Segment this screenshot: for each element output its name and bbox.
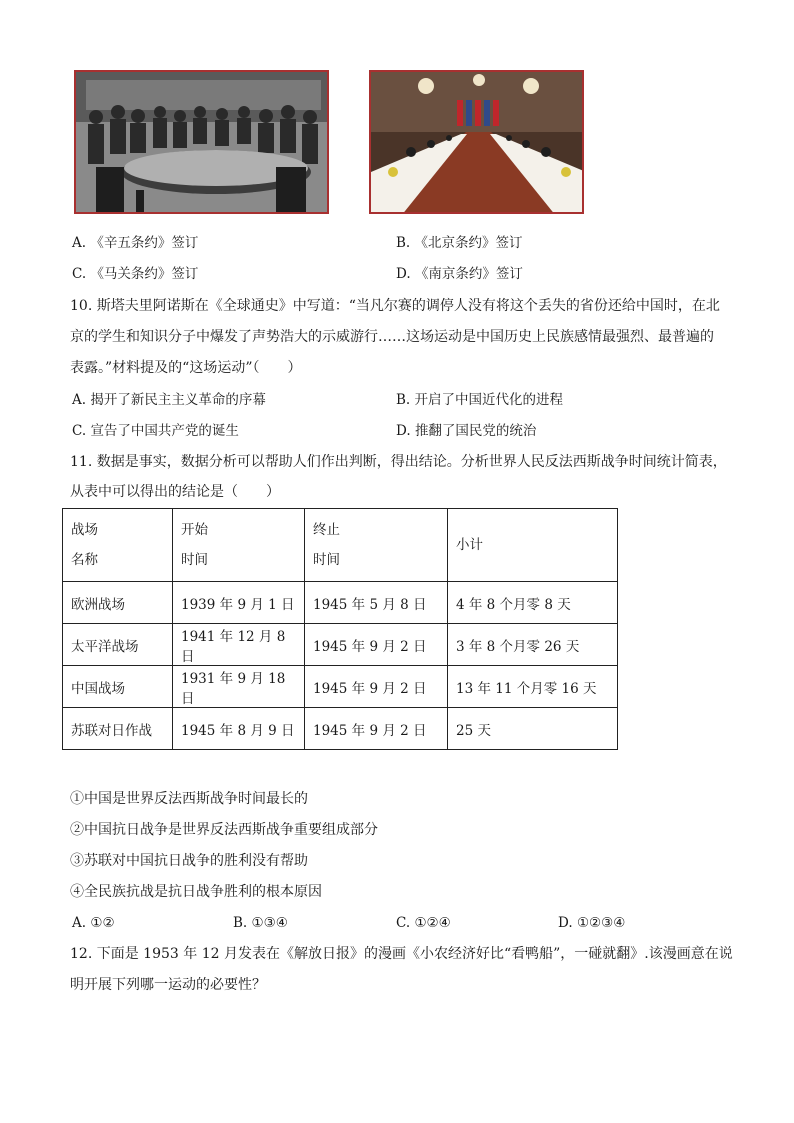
option-text: ①③④ — [251, 915, 288, 931]
option-text: 《马关条约》签订 — [90, 266, 199, 282]
table-cell: 25 天 — [448, 708, 618, 750]
option-text: ①②④ — [414, 915, 451, 931]
q9-option-b — [396, 233, 523, 253]
table-cell: 13 年 11 个月零 16 天 — [448, 666, 618, 708]
historical-signing-photo — [74, 70, 329, 214]
q10-line-2: 京的学生和知识分子中爆发了声势浩大的示威游行……这场运动是中国历史上民族感情最强烈、最普遍的 — [70, 329, 714, 345]
table-header-cell: 小计 — [448, 509, 618, 582]
option-text: 开启了中国近代化的进程 — [414, 392, 564, 408]
table-cell: 3 年 8 个月零 26 天 — [448, 624, 618, 666]
q11-statement-2: ②中国抗日战争是世界反法西斯战争重要组成部分 — [70, 822, 378, 838]
option-text: 《南京条约》签订 — [414, 266, 523, 282]
option-letter: B. — [396, 235, 411, 251]
q10-option-a — [72, 390, 266, 410]
option-letter: C. — [396, 915, 411, 931]
option-text: ①②③④ — [576, 915, 626, 931]
q11-statement-3: ③苏联对中国抗日战争的胜利没有帮助 — [70, 853, 308, 869]
war-duration-table — [62, 508, 618, 750]
option-letter: B. — [396, 392, 411, 408]
option-letter: D. — [558, 915, 573, 931]
option-letter: A. — [72, 915, 87, 931]
table-cell: 1945 年 9 月 2 日 — [305, 624, 448, 666]
q11-line-1: 11. 数据是事实，数据分析可以帮助人们作出判断，得出结论。分析世界人民反法西斯战争时间统计简表， — [70, 454, 727, 470]
option-letter: A. — [72, 392, 87, 408]
q9-option-d — [396, 264, 523, 284]
table-row — [63, 666, 618, 708]
table-header-cell: 开始 时间 — [173, 509, 305, 582]
q9-option-a — [72, 233, 198, 253]
table-header-cell: 战场 名称 — [63, 509, 173, 582]
table-header-row — [63, 509, 618, 582]
q10-option-c — [72, 421, 239, 441]
table-header-cell: 终止 时间 — [305, 509, 448, 582]
option-letter: C. — [72, 423, 87, 439]
historical-bw-signing-photo-icon — [76, 72, 329, 214]
q11-option-d — [558, 913, 625, 933]
table-row — [63, 624, 618, 666]
table-cell: 1939 年 9 月 1 日 — [173, 582, 305, 624]
q11-option-c — [396, 913, 451, 933]
option-text: 《北京条约》签订 — [414, 235, 523, 251]
table-cell: 1945 年 9 月 2 日 — [305, 666, 448, 708]
option-text: 推翻了国民党的统治 — [414, 423, 537, 439]
option-letter: D. — [396, 266, 411, 282]
q11-option-b — [233, 913, 288, 933]
q12-line-2: 明开展下列哪一运动的必要性？ — [70, 977, 266, 993]
option-letter: C. — [72, 266, 87, 282]
table-cell: 1945 年 5 月 8 日 — [305, 582, 448, 624]
table-cell: 1945 年 9 月 2 日 — [305, 708, 448, 750]
q12-line-1: 12. 下面是 1953 年 12 月发表在《解放日报》的漫画《小农经济好比“看鸭船”，一碰就翻》.该漫画意在说 — [70, 946, 733, 962]
table-cell: 苏联对日作战 — [63, 708, 173, 750]
q11-statement-4: ④全民族抗战是抗日战争胜利的根本原因 — [70, 884, 322, 900]
q11-option-a — [72, 913, 115, 933]
option-letter: D. — [396, 423, 411, 439]
table-cell: 1941 年 12 月 8 日 — [173, 624, 305, 666]
q10-option-b — [396, 390, 563, 410]
q9-option-c — [72, 264, 198, 284]
option-letter: A. — [72, 235, 87, 251]
table-cell: 1945 年 8 月 9 日 — [173, 708, 305, 750]
option-text: 揭开了新民主主义革命的序幕 — [90, 392, 266, 408]
option-text: 宣告了中国共产党的诞生 — [90, 423, 239, 439]
q10-line-3: 表露。”材料提及的“这场运动”（ ） — [70, 360, 302, 376]
table-cell: 中国战场 — [63, 666, 173, 708]
modern-color-meeting-photo-icon — [371, 72, 584, 214]
table-cell: 4 年 8 个月零 8 天 — [448, 582, 618, 624]
q11-line-2: 从表中可以得出的结论是（ ） — [70, 484, 280, 500]
table-row — [63, 582, 618, 624]
option-text: 《辛五条约》签订 — [90, 235, 199, 251]
q10-line-1: 10. 斯塔夫里阿诺斯在《全球通史》中写道：“当凡尔赛的调停人没有将这个丢失的省份还给中国时，在北 — [70, 298, 720, 314]
table-cell: 欧洲战场 — [63, 582, 173, 624]
option-letter: B. — [233, 915, 248, 931]
table-cell: 太平洋战场 — [63, 624, 173, 666]
q11-statement-1: ①中国是世界反法西斯战争时间最长的 — [70, 791, 308, 807]
q10-option-d — [396, 421, 536, 441]
option-text: ①② — [90, 915, 115, 931]
table-cell: 1931 年 9 月 18 日 — [173, 666, 305, 708]
table-row — [63, 708, 618, 750]
modern-meeting-photo — [369, 70, 584, 214]
